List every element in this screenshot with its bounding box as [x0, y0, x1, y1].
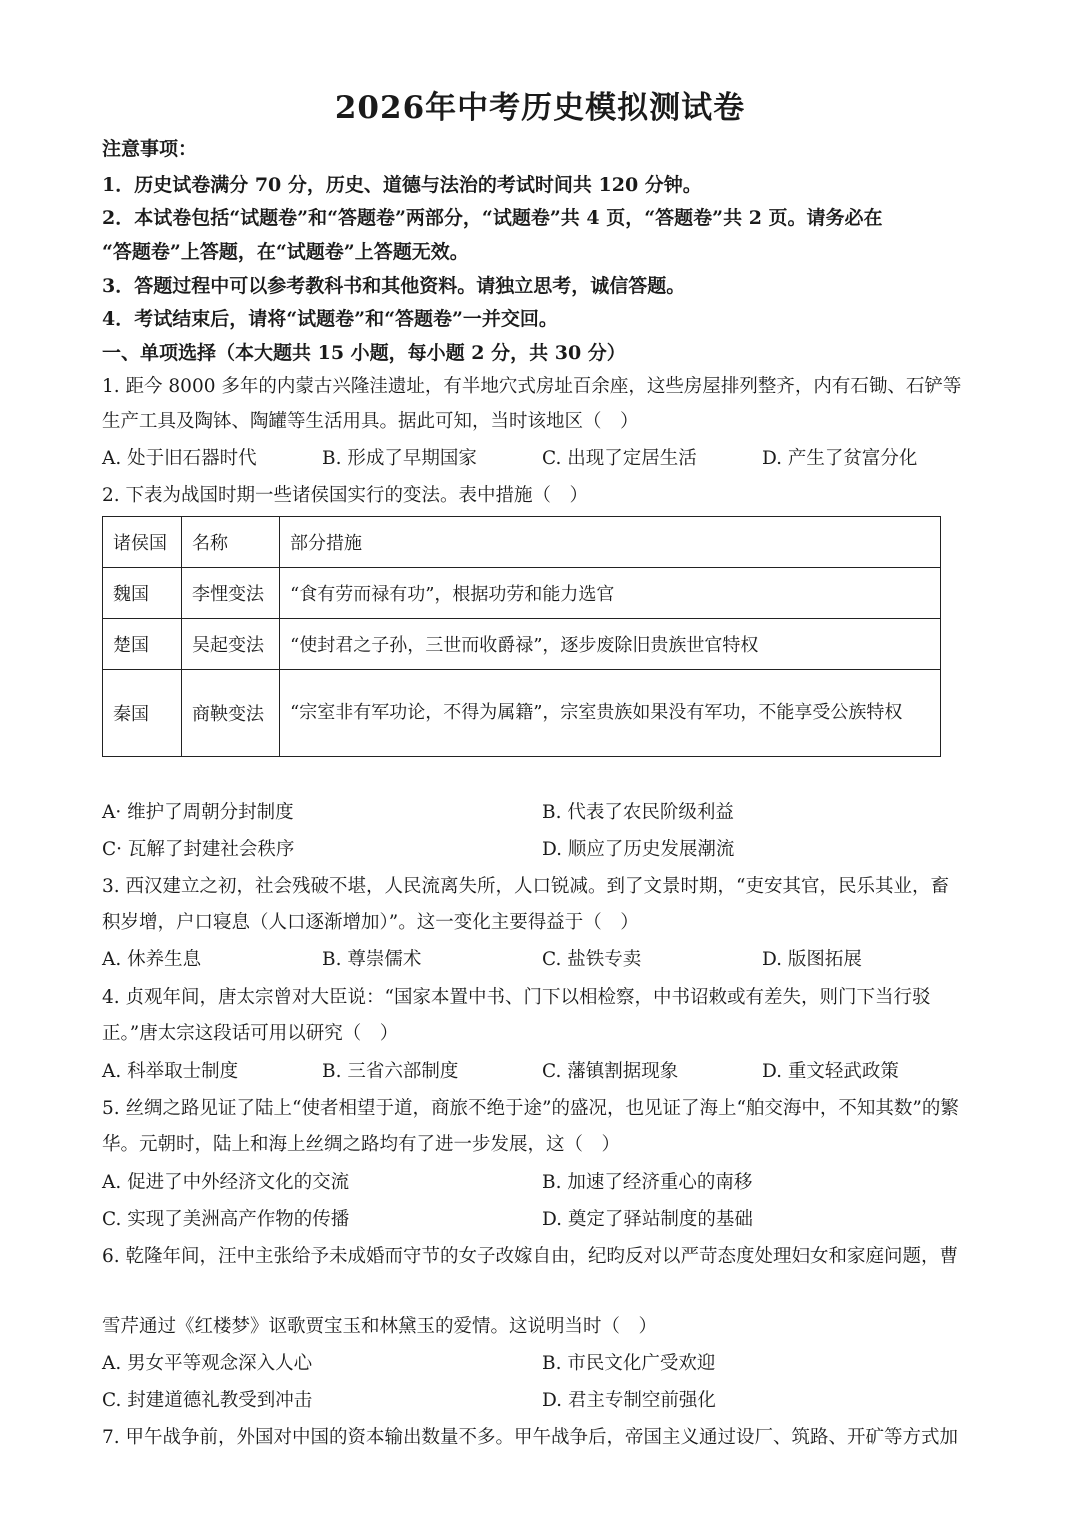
q4-option-b: B. 三省六部制度	[322, 1061, 459, 1082]
question-4-line: 正。”唐太宗这段话可用以研究（ ）	[102, 1023, 399, 1044]
q1-option-a: A. 处于旧石器时代	[102, 448, 257, 469]
notice-item: “答题卷”上答题，在“试题卷”上答题无效。	[102, 241, 469, 263]
question-5-line: 华。元朝时，陆上和海上丝绸之路均有了进一步发展，这（ ）	[102, 1134, 621, 1155]
q6-option-a: A. 男女平等观念深入人心	[102, 1353, 313, 1374]
q2-option-c: C· 瓦解了封建社会秩序	[102, 839, 295, 860]
table-cell: “宗室非有军功论，不得为属籍”，宗室贵族如果没有军功，不能享受公族特权	[280, 670, 941, 757]
q2-option-a: A· 维护了周朝分封制度	[102, 802, 294, 823]
table-header-cell: 诸侯国	[103, 517, 182, 568]
question-6-line: 6. 乾隆年间，汪中主张给予未成婚而守节的女子改嫁自由，纪昀反对以严苛态度处理妇女和家庭问题，曹	[102, 1246, 959, 1267]
q6-option-c: C. 封建道德礼教受到冲击	[102, 1390, 313, 1411]
question-2-stem: 2. 下表为战国时期一些诸侯国实行的变法。表中措施（ ）	[102, 485, 589, 506]
notice-heading: 注意事项：	[102, 138, 198, 160]
q5-option-d: D. 奠定了驿站制度的基础	[542, 1209, 753, 1230]
table-header-cell: 名称	[182, 517, 280, 568]
q3-option-a: A. 休养生息	[102, 949, 202, 970]
table-cell: 商鞅变法	[182, 670, 280, 757]
question-4-line: 4. 贞观年间，唐太宗曾对大臣说：“国家本置中书、门下以相检察，中书诏敕或有差失，则门下当行驳	[102, 987, 931, 1008]
question-6-line: 雪芹通过《红楼梦》讴歌贾宝玉和林黛玉的爱情。这说明当时（ ）	[102, 1316, 658, 1337]
question-5-line: 5. 丝绸之路见证了陆上“使者相望于道，商旅不绝于途”的盛况，也见证了海上“舶交海中，不知其数”的繁	[102, 1098, 959, 1119]
q5-option-c: C. 实现了美洲高产作物的传播	[102, 1209, 350, 1230]
table-cell: 吴起变法	[182, 619, 280, 670]
table-row	[103, 568, 941, 619]
notice-item: 1．历史试卷满分 70 分，历史、道德与法治的考试时间共 120 分钟。	[102, 174, 702, 196]
q2-option-d: D. 顺应了历史发展潮流	[542, 839, 735, 860]
q4-option-c: C. 藩镇割据现象	[542, 1061, 679, 1082]
table-cell: 魏国	[103, 568, 182, 619]
table-header-row	[103, 517, 941, 568]
q5-option-a: A. 促进了中外经济文化的交流	[102, 1172, 350, 1193]
q2-option-b: B. 代表了农民阶级利益	[542, 802, 734, 823]
table-cell: “食有劳而禄有功”，根据功劳和能力选官	[280, 568, 941, 619]
question-1-line: 1. 距今 8000 多年的内蒙古兴隆洼遗址，有半地穴式房址百余座，这些房屋排列整齐，内有石锄、石铲等	[102, 376, 962, 397]
question-3-line: 积岁增，户口寝息（人口逐渐增加）”。这一变化主要得益于（ ）	[102, 912, 639, 933]
table-cell: “使封君之子孙，三世而收爵禄”，逐步废除旧贵族世官特权	[280, 619, 941, 670]
q3-option-b: B. 尊崇儒术	[322, 949, 422, 970]
notice-item: 4．考试结束后，请将“试题卷”和“答题卷”一并交回。	[102, 308, 558, 330]
notice-item: 3．答题过程中可以参考教科书和其他资料。请独立思考，诚信答题。	[102, 275, 686, 297]
table-row	[103, 619, 941, 670]
table-header-cell: 部分措施	[280, 517, 941, 568]
q1-option-c: C. 出现了定居生活	[542, 448, 697, 469]
question-3-line: 3. 西汉建立之初，社会残破不堪，人民流离失所，人口锐减。到了文景时期，“吏安其官，民乐其业，畜	[102, 876, 949, 897]
q6-option-b: B. 市民文化广受欢迎	[542, 1353, 716, 1374]
table-cell: 楚国	[103, 619, 182, 670]
q1-option-d: D. 产生了贫富分化	[762, 448, 918, 469]
q3-option-d: D. 版图拓展	[762, 949, 862, 970]
table-cell: 李悝变法	[182, 568, 280, 619]
q1-option-b: B. 形成了早期国家	[322, 448, 477, 469]
section-heading: 一、单项选择（本大题共 15 小题，每小题 2 分，共 30 分）	[102, 342, 626, 364]
q4-option-a: A. 科举取士制度	[102, 1061, 239, 1082]
q6-option-d: D. 君主专制空前强化	[542, 1390, 716, 1411]
notice-item: 2．本试卷包括“试题卷”和“答题卷”两部分，“试题卷”共 4 页，“答题卷”共 2 页。请务必在	[102, 207, 883, 229]
page-title: 2026年中考历史模拟测试卷	[334, 90, 746, 126]
table-row	[103, 670, 941, 757]
reform-table	[102, 516, 941, 757]
question-7-line: 7. 甲午战争前，外国对中国的资本输出数量不多。甲午战争后，帝国主义通过设厂、筑路、开矿等方式加	[102, 1427, 959, 1448]
question-1-line: 生产工具及陶钵、陶罐等生活用具。据此可知，当时该地区（ ）	[102, 411, 639, 432]
q5-option-b: B. 加速了经济重心的南移	[542, 1172, 753, 1193]
q3-option-c: C. 盐铁专卖	[542, 949, 642, 970]
table-cell: 秦国	[103, 670, 182, 757]
q4-option-d: D. 重文轻武政策	[762, 1061, 899, 1082]
